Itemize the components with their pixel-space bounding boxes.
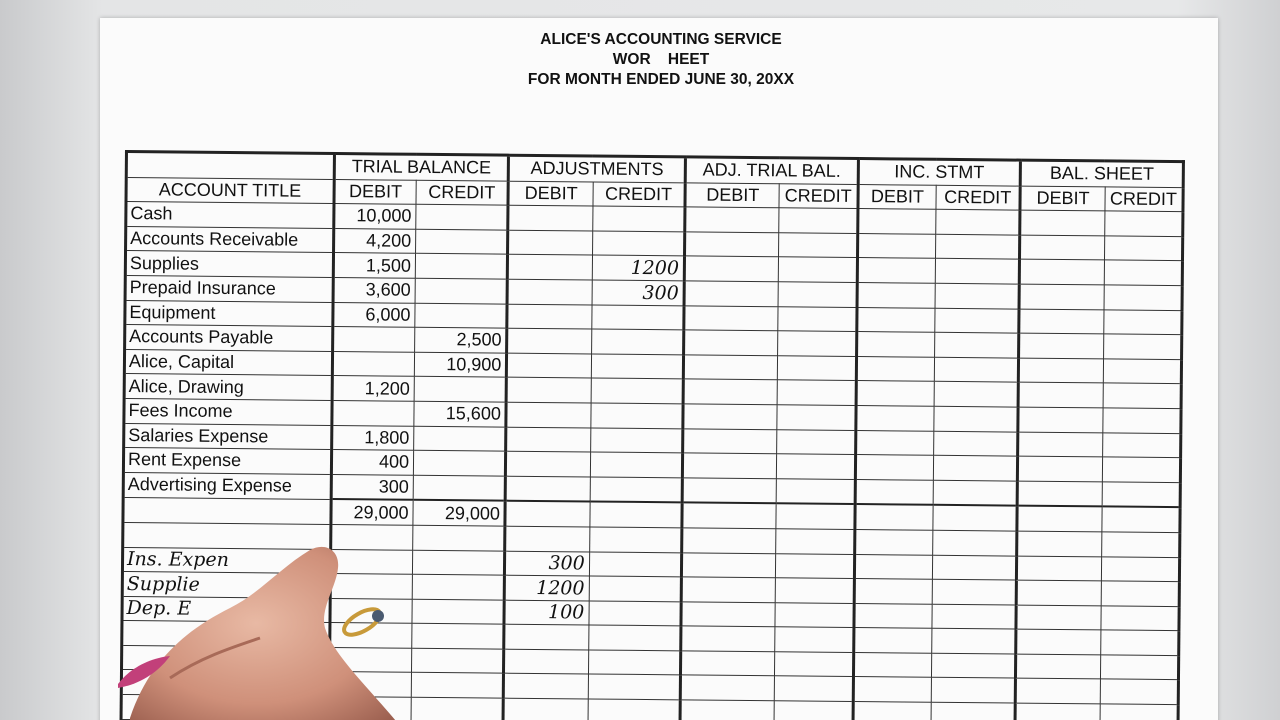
account-title-cell: Salaries Expense xyxy=(124,423,332,450)
amount-cell xyxy=(934,406,1019,431)
amount-cell: 300 xyxy=(331,474,414,500)
amount-cell xyxy=(507,378,592,403)
amount-cell xyxy=(936,209,1021,234)
amount-cell xyxy=(1018,407,1103,432)
adj-credit-header: CREDIT xyxy=(593,182,686,207)
amount-cell xyxy=(591,354,684,379)
amount-cell: 400 xyxy=(331,450,414,475)
amount-cell xyxy=(683,404,778,429)
amount-cell xyxy=(777,429,856,454)
amount-cell xyxy=(416,229,509,254)
amount-cell xyxy=(415,254,508,279)
account-title-cell: Advertising Expense xyxy=(123,472,331,499)
amount-cell xyxy=(1102,408,1181,433)
amount-cell xyxy=(590,452,683,477)
group-trial-balance: TRIAL BALANCE xyxy=(334,154,509,181)
amount-cell xyxy=(935,234,1020,259)
amount-cell xyxy=(1019,358,1104,383)
amount-cell xyxy=(684,305,779,330)
amount-cell xyxy=(1017,531,1102,556)
amount-cell xyxy=(508,230,593,255)
amount-cell xyxy=(853,677,932,702)
amount-cell xyxy=(776,553,855,578)
amount-cell xyxy=(508,255,593,280)
amount-cell xyxy=(685,232,780,257)
amount-cell xyxy=(777,454,856,479)
amount-cell xyxy=(935,308,1020,333)
amount-cell xyxy=(588,699,681,720)
worksheet-header xyxy=(100,30,1222,90)
amount-cell xyxy=(1102,457,1181,482)
amount-cell xyxy=(931,678,1016,703)
amount-cell xyxy=(1101,532,1180,557)
amount-cell xyxy=(681,602,776,627)
amount-cell: 29,000 xyxy=(331,499,414,525)
amount-cell xyxy=(682,503,777,529)
account-title-cell: Alice, Capital xyxy=(124,349,332,376)
amount-cell: 15,600 xyxy=(414,401,507,426)
atb-credit-header: CREDIT xyxy=(779,183,858,208)
amount-cell xyxy=(592,231,685,256)
amount-cell xyxy=(1018,456,1103,481)
amount-cell xyxy=(505,526,590,551)
amount-cell xyxy=(1020,235,1105,260)
amount-cell xyxy=(775,676,854,701)
amount-cell xyxy=(682,528,777,553)
amount-cell: 300 xyxy=(592,280,685,305)
amount-cell xyxy=(1016,580,1101,605)
amount-cell xyxy=(776,578,855,603)
amount-cell xyxy=(1104,211,1183,236)
amount-cell xyxy=(504,674,589,699)
amount-cell xyxy=(503,698,588,720)
amount-cell xyxy=(413,450,506,475)
amount-cell xyxy=(934,357,1019,382)
amount-cell xyxy=(507,328,592,353)
amount-cell xyxy=(414,377,507,402)
amount-cell xyxy=(857,307,936,332)
amount-cell xyxy=(932,604,1017,629)
amount-cell xyxy=(506,402,591,427)
amount-cell xyxy=(680,700,775,720)
amount-cell xyxy=(332,351,415,376)
amount-cell xyxy=(414,426,507,451)
account-title-cell: Fees Income xyxy=(124,398,332,425)
amount-cell xyxy=(1104,236,1183,261)
account-title-cell: Equipment xyxy=(125,300,333,327)
amount-cell xyxy=(1100,704,1179,720)
amount-cell xyxy=(588,625,681,650)
amount-cell xyxy=(1018,432,1103,457)
amount-cell xyxy=(779,233,858,258)
amount-cell xyxy=(856,332,935,357)
amount-cell: 2,500 xyxy=(415,327,508,352)
amount-cell: 4,200 xyxy=(333,228,416,253)
amount-cell xyxy=(933,505,1018,531)
amount-cell xyxy=(682,552,777,577)
hand-photo xyxy=(110,538,430,720)
amount-cell xyxy=(1102,432,1181,457)
amount-cell xyxy=(932,555,1017,580)
amount-cell xyxy=(775,602,854,627)
atb-debit-header: DEBIT xyxy=(685,182,780,207)
amount-cell xyxy=(779,208,858,233)
amount-cell xyxy=(854,603,933,628)
amount-cell: 1200 xyxy=(505,575,590,600)
amount-cell xyxy=(776,529,855,554)
amount-cell xyxy=(1100,679,1179,704)
amount-cell xyxy=(1018,382,1103,407)
amount-cell xyxy=(508,205,593,230)
amount-cell xyxy=(853,628,932,653)
amount-cell: 1,200 xyxy=(332,376,415,401)
amount-cell xyxy=(590,502,683,528)
amount-cell xyxy=(933,530,1018,555)
account-title-cell: Rent Expense xyxy=(123,448,331,475)
amount-cell xyxy=(681,577,776,602)
amount-cell xyxy=(416,204,509,229)
amount-cell: 3,600 xyxy=(333,277,416,302)
amount-cell xyxy=(1019,309,1104,334)
amount-cell xyxy=(1101,581,1180,606)
group-bal-sheet: BAL. SHEET xyxy=(1021,160,1184,187)
amount-cell xyxy=(1102,507,1181,533)
amount-cell: 6,000 xyxy=(333,302,416,327)
amount-cell xyxy=(505,501,590,527)
amount-cell xyxy=(854,529,933,554)
amount-cell xyxy=(856,356,935,381)
amount-cell xyxy=(775,652,854,677)
company-name: ALICE'S ACCOUNTING SERVICE xyxy=(540,31,782,48)
amount-cell xyxy=(1103,383,1182,408)
amount-cell xyxy=(853,652,932,677)
amount-cell xyxy=(857,209,936,234)
amount-cell: 300 xyxy=(505,551,590,576)
amount-cell xyxy=(684,256,779,281)
amount-cell xyxy=(935,332,1020,357)
worksheet-title: WOR HEET xyxy=(612,51,710,68)
amount-cell: 100 xyxy=(504,600,589,625)
amount-cell xyxy=(681,626,776,651)
amount-cell xyxy=(1102,482,1181,508)
amount-cell xyxy=(1019,284,1104,309)
amount-cell xyxy=(413,475,506,501)
amount-cell xyxy=(332,327,415,352)
amount-cell xyxy=(855,504,934,530)
amount-cell xyxy=(1016,629,1101,654)
account-title-cell: Supplie xyxy=(122,572,330,599)
amount-cell xyxy=(683,428,778,453)
amount-cell xyxy=(1016,679,1101,704)
amount-cell xyxy=(1017,481,1102,507)
amount-cell xyxy=(1101,606,1180,631)
amount-cell xyxy=(591,403,684,428)
amount-cell xyxy=(589,527,682,552)
amount-cell xyxy=(931,702,1016,720)
tb-debit-header: DEBIT xyxy=(334,179,417,204)
amount-cell xyxy=(1019,333,1104,358)
amount-cell xyxy=(778,331,857,356)
amount-cell xyxy=(857,233,936,258)
amount-cell xyxy=(777,405,856,430)
tb-credit-header: CREDIT xyxy=(416,180,509,205)
account-title-cell xyxy=(123,497,331,524)
amount-cell xyxy=(934,382,1019,407)
amount-cell xyxy=(506,451,591,476)
account-title-header: ACCOUNT TITLE xyxy=(126,177,334,204)
amount-cell xyxy=(504,624,589,649)
amount-cell xyxy=(933,455,1018,480)
amount-cell xyxy=(779,257,858,282)
amount-cell xyxy=(684,330,779,355)
amount-cell xyxy=(778,380,857,405)
amount-cell xyxy=(854,579,933,604)
account-title-cell: Dep. E xyxy=(122,596,330,623)
is-credit-header: CREDIT xyxy=(936,185,1021,210)
amount-cell xyxy=(932,579,1017,604)
amount-cell xyxy=(680,675,775,700)
amount-cell: 10,900 xyxy=(414,352,507,377)
amount-cell xyxy=(855,430,934,455)
amount-cell xyxy=(853,702,932,720)
amount-cell xyxy=(682,453,777,478)
amount-cell xyxy=(855,479,934,505)
amount-cell xyxy=(778,356,857,381)
amount-cell xyxy=(1016,605,1101,630)
amount-cell xyxy=(507,304,592,329)
amount-cell: 29,000 xyxy=(413,500,506,526)
amount-cell xyxy=(507,353,592,378)
amount-cell: 1,500 xyxy=(333,253,416,278)
is-debit-header: DEBIT xyxy=(858,184,937,209)
account-title-cell: Cash xyxy=(126,202,334,229)
account-title-cell: Prepaid Insurance xyxy=(125,275,333,302)
amount-cell xyxy=(857,258,936,283)
amount-cell xyxy=(1100,630,1179,655)
amount-cell xyxy=(935,283,1020,308)
amount-cell xyxy=(854,554,933,579)
amount-cell xyxy=(931,653,1016,678)
amount-cell xyxy=(1103,334,1182,359)
amount-cell: 10,000 xyxy=(334,204,417,229)
amount-cell xyxy=(1020,259,1105,284)
amount-cell xyxy=(590,477,683,503)
amount-cell xyxy=(591,378,684,403)
account-title-cell: Ins. Expen xyxy=(122,547,330,574)
bs-debit-header: DEBIT xyxy=(1020,186,1105,211)
amount-cell xyxy=(589,576,682,601)
period-line: FOR MONTH ENDED JUNE 30, 20XX xyxy=(527,71,795,88)
amount-cell xyxy=(685,207,780,232)
amount-cell xyxy=(778,282,857,307)
bs-credit-header: CREDIT xyxy=(1105,187,1184,212)
amount-cell xyxy=(1020,210,1105,235)
amount-cell xyxy=(507,279,592,304)
amount-cell xyxy=(1103,309,1182,334)
amount-cell xyxy=(592,305,685,330)
amount-cell xyxy=(682,478,777,504)
amount-cell xyxy=(591,329,684,354)
amount-cell xyxy=(683,355,778,380)
amount-cell xyxy=(415,278,508,303)
amount-cell xyxy=(506,427,591,452)
amount-cell xyxy=(775,627,854,652)
amount-cell xyxy=(681,651,776,676)
amount-cell xyxy=(683,379,778,404)
amount-cell xyxy=(504,649,589,674)
amount-cell: 1,800 xyxy=(331,425,414,450)
amount-cell xyxy=(332,400,415,425)
account-title-cell: Accounts Payable xyxy=(125,325,333,352)
amount-cell xyxy=(1103,359,1182,384)
amount-cell xyxy=(774,701,853,720)
amount-cell xyxy=(588,650,681,675)
account-title-cell: Supplies xyxy=(125,251,333,278)
group-adjustments: ADJUSTMENTS xyxy=(509,155,686,182)
amount-cell xyxy=(1015,703,1100,720)
group-adj-trial-bal: ADJ. TRIAL BAL. xyxy=(685,157,858,184)
amount-cell: 1200 xyxy=(592,255,685,280)
amount-cell xyxy=(857,283,936,308)
amount-cell xyxy=(856,381,935,406)
amount-cell xyxy=(589,551,682,576)
amount-cell xyxy=(777,478,856,504)
amount-cell xyxy=(935,259,1020,284)
amount-cell xyxy=(684,281,779,306)
header-blank xyxy=(126,152,334,180)
amount-cell xyxy=(776,504,855,530)
amount-cell xyxy=(855,455,934,480)
amount-cell xyxy=(932,629,1017,654)
account-title-cell: Accounts Receivable xyxy=(126,226,334,253)
amount-cell xyxy=(778,306,857,331)
amount-cell xyxy=(589,601,682,626)
amount-cell xyxy=(1017,556,1102,581)
adj-debit-header: DEBIT xyxy=(508,181,593,206)
amount-cell xyxy=(1100,655,1179,680)
amount-cell xyxy=(1016,654,1101,679)
amount-cell xyxy=(856,405,935,430)
amount-cell xyxy=(934,431,1019,456)
amount-cell xyxy=(588,674,681,699)
amount-cell xyxy=(415,303,508,328)
amount-cell xyxy=(933,480,1018,506)
amount-cell xyxy=(506,476,591,502)
amount-cell xyxy=(1104,285,1183,310)
account-title-cell: Alice, Drawing xyxy=(124,374,332,401)
amount-cell xyxy=(1104,260,1183,285)
group-inc-stmt: INC. STMT xyxy=(858,159,1021,186)
amount-cell xyxy=(1017,506,1102,532)
amount-cell xyxy=(1101,556,1180,581)
amount-cell xyxy=(590,428,683,453)
amount-cell xyxy=(592,206,685,231)
